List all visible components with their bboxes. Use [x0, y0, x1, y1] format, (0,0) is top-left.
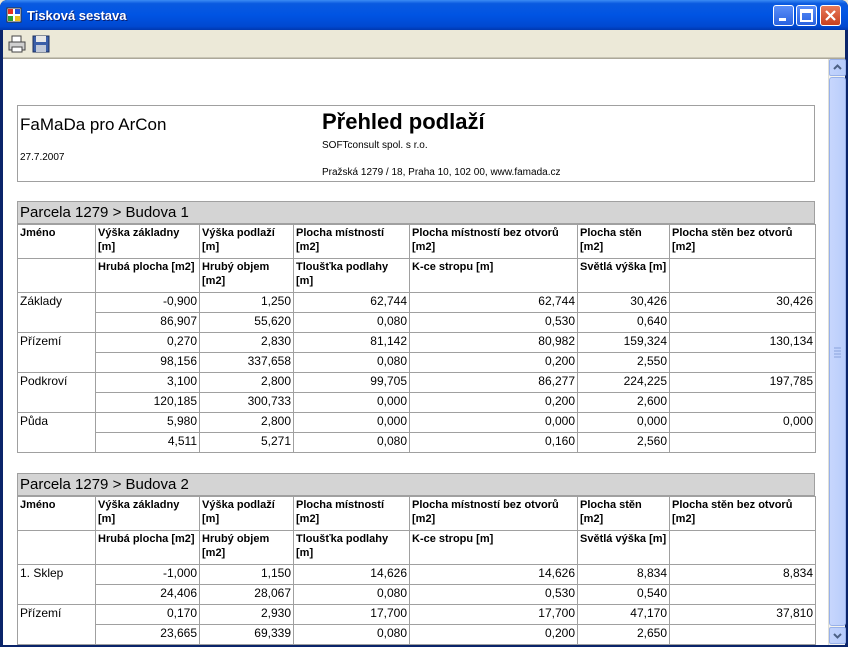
maximize-button[interactable]: [796, 5, 817, 26]
column-header: Plocha místností [m2]: [294, 225, 410, 259]
floor-name: Podkroví: [18, 373, 96, 413]
title-bar[interactable]: [0, 0, 848, 30]
table-cell: 0,080: [294, 625, 410, 645]
company-name: SOFTconsult spol. s r.o.: [322, 140, 428, 151]
save-button[interactable]: [30, 33, 52, 55]
table-cell: 5,980: [96, 413, 200, 433]
table-cell: 4,511: [96, 433, 200, 453]
floor-name: Přízemí: [18, 333, 96, 373]
table-cell: 2,830: [200, 333, 294, 353]
floor-name: Základy: [18, 293, 96, 333]
table-cell: 2,560: [578, 433, 670, 453]
column-header: Tloušťka podlahy [m]: [294, 531, 410, 565]
column-header: Plocha stěn bez otvorů [m2]: [670, 497, 816, 531]
table-cell: 0,530: [410, 585, 578, 605]
table-cell: 2,930: [200, 605, 294, 625]
table-cell: [670, 625, 816, 645]
table-row: [18, 393, 816, 413]
minimize-button[interactable]: [773, 5, 794, 26]
column-header: Tloušťka podlahy [m]: [294, 259, 410, 293]
section-building-1: [17, 201, 815, 453]
table-cell: 80,982: [410, 333, 578, 353]
table-cell: 1,250: [200, 293, 294, 313]
table-cell: [670, 393, 816, 413]
table-cell: 0,080: [294, 585, 410, 605]
table-cell: 0,200: [410, 625, 578, 645]
table-cell: 0,080: [294, 313, 410, 333]
close-icon: [821, 6, 840, 25]
table-cell: 224,225: [578, 373, 670, 393]
column-header: Hrubý objem [m2]: [200, 259, 294, 293]
column-header: Výška základny [m]: [96, 497, 200, 531]
column-header: Světlá výška [m]: [578, 531, 670, 565]
column-header: Výška základny [m]: [96, 225, 200, 259]
table-cell: 30,426: [578, 293, 670, 313]
floor-name: 1. Sklep: [18, 565, 96, 605]
table-cell: [670, 433, 816, 453]
column-header: Hrubá plocha [m2]: [96, 531, 200, 565]
table-cell: 0,640: [578, 313, 670, 333]
table-row: [18, 625, 816, 645]
column-header: Jméno: [18, 497, 96, 531]
column-header: Plocha místností bez otvorů [m2]: [410, 497, 578, 531]
section-title: Parcela 1279 > Budova 1: [17, 201, 815, 224]
table-row: [18, 605, 816, 625]
table-cell: 62,744: [294, 293, 410, 313]
column-header: Výška podlaží [m]: [200, 497, 294, 531]
table-cell: 37,810: [670, 605, 816, 625]
column-header: Světlá výška [m]: [578, 259, 670, 293]
table-cell: 2,650: [578, 625, 670, 645]
table-cell: 62,744: [410, 293, 578, 313]
minimize-icon: [774, 6, 793, 25]
table-cell: [670, 313, 816, 333]
column-header: Hrubá plocha [m2]: [96, 259, 200, 293]
column-header: Plocha stěn [m2]: [578, 225, 670, 259]
column-header: [18, 531, 96, 565]
table-cell: -0,900: [96, 293, 200, 313]
print-icon: [6, 33, 28, 55]
table-cell: 24,406: [96, 585, 200, 605]
report-header: [17, 105, 815, 182]
table-cell: 28,067: [200, 585, 294, 605]
table-cell: 0,530: [410, 313, 578, 333]
report-viewport: [3, 58, 845, 644]
column-header: Hrubý objem [m2]: [200, 531, 294, 565]
table-cell: 0,170: [96, 605, 200, 625]
table-cell: 69,339: [200, 625, 294, 645]
table-cell: 0,000: [294, 393, 410, 413]
report-date: 27.7.2007: [20, 152, 65, 163]
table-cell: 98,156: [96, 353, 200, 373]
scroll-up-button[interactable]: [829, 59, 846, 76]
column-header: [18, 259, 96, 293]
vertical-scrollbar[interactable]: [828, 59, 845, 645]
column-header: Výška podlaží [m]: [200, 225, 294, 259]
column-header: K-ce stropu [m]: [410, 259, 578, 293]
header-row-secondary: [18, 531, 816, 565]
company-address: Pražská 1279 / 18, Praha 10, 102 00, www.famada.cz: [322, 167, 561, 178]
close-button[interactable]: [820, 5, 841, 26]
chevron-down-icon: [830, 628, 845, 643]
table-cell: 81,142: [294, 333, 410, 353]
table-cell: 86,277: [410, 373, 578, 393]
table-cell: 8,834: [670, 565, 816, 585]
table-cell: 0,080: [294, 433, 410, 453]
column-header: Jméno: [18, 225, 96, 259]
column-header: Plocha místností [m2]: [294, 497, 410, 531]
table-cell: 120,185: [96, 393, 200, 413]
table-cell: 0,000: [294, 413, 410, 433]
table-row: [18, 373, 816, 393]
floor-name: Přízemí: [18, 605, 96, 645]
table-cell: 47,170: [578, 605, 670, 625]
table-cell: -1,000: [96, 565, 200, 585]
header-row-secondary: [18, 259, 816, 293]
table-cell: 23,665: [96, 625, 200, 645]
table-cell: 86,907: [96, 313, 200, 333]
table-row: [18, 353, 816, 373]
column-header: K-ce stropu [m]: [410, 531, 578, 565]
report-page: [3, 59, 828, 645]
table-cell: 0,200: [410, 353, 578, 373]
column-header: Plocha stěn [m2]: [578, 497, 670, 531]
table-cell: 17,700: [294, 605, 410, 625]
table-cell: 55,620: [200, 313, 294, 333]
table-cell: 337,658: [200, 353, 294, 373]
table-cell: 8,834: [578, 565, 670, 585]
table-cell: 5,271: [200, 433, 294, 453]
window-title: Tisková sestava: [27, 8, 127, 23]
table-cell: 2,800: [200, 413, 294, 433]
floor-table: [17, 224, 816, 453]
header-row: [18, 225, 816, 259]
maximize-icon: [797, 6, 816, 25]
table-cell: 300,733: [200, 393, 294, 413]
table-cell: 99,705: [294, 373, 410, 393]
table-cell: 0,200: [410, 393, 578, 413]
app-icon: [6, 7, 22, 23]
table-cell: 1,150: [200, 565, 294, 585]
grip-icon: [830, 78, 845, 627]
table-cell: 2,600: [578, 393, 670, 413]
toolbar: [3, 30, 845, 58]
table-cell: 130,134: [670, 333, 816, 353]
report-title: Přehled podlaží: [322, 109, 485, 134]
table-cell: 159,324: [578, 333, 670, 353]
header-row: [18, 497, 816, 531]
table-cell: 0,270: [96, 333, 200, 353]
table-cell: 0,000: [410, 413, 578, 433]
section-title: Parcela 1279 > Budova 2: [17, 473, 815, 496]
table-cell: 0,080: [294, 353, 410, 373]
window-body: [3, 30, 845, 644]
table-row: [18, 333, 816, 353]
table-cell: 0,000: [670, 413, 816, 433]
table-row: [18, 585, 816, 605]
table-row: [18, 433, 816, 453]
app-name: FaMaDa pro ArCon: [20, 115, 167, 134]
table-cell: 30,426: [670, 293, 816, 313]
column-header: Plocha místností bez otvorů [m2]: [410, 225, 578, 259]
table-cell: 0,000: [578, 413, 670, 433]
table-row: [18, 565, 816, 585]
table-cell: 14,626: [294, 565, 410, 585]
table-cell: 0,540: [578, 585, 670, 605]
save-icon: [30, 33, 52, 55]
table-row: [18, 293, 816, 313]
column-header: [670, 259, 816, 293]
table-cell: 0,160: [410, 433, 578, 453]
table-cell: 2,550: [578, 353, 670, 373]
section-building-2: [17, 473, 815, 645]
print-button[interactable]: [6, 33, 28, 55]
column-header: [670, 531, 816, 565]
scroll-thumb[interactable]: [829, 77, 846, 626]
floor-table: [17, 496, 816, 645]
floor-name: Půda: [18, 413, 96, 453]
table-cell: 14,626: [410, 565, 578, 585]
table-cell: 197,785: [670, 373, 816, 393]
table-cell: [670, 353, 816, 373]
table-cell: 17,700: [410, 605, 578, 625]
table-cell: 2,800: [200, 373, 294, 393]
column-header: Plocha stěn bez otvorů [m2]: [670, 225, 816, 259]
table-row: [18, 313, 816, 333]
chevron-up-icon: [830, 60, 845, 75]
table-cell: [670, 585, 816, 605]
table-cell: 3,100: [96, 373, 200, 393]
scroll-down-button[interactable]: [829, 627, 846, 644]
table-row: [18, 413, 816, 433]
